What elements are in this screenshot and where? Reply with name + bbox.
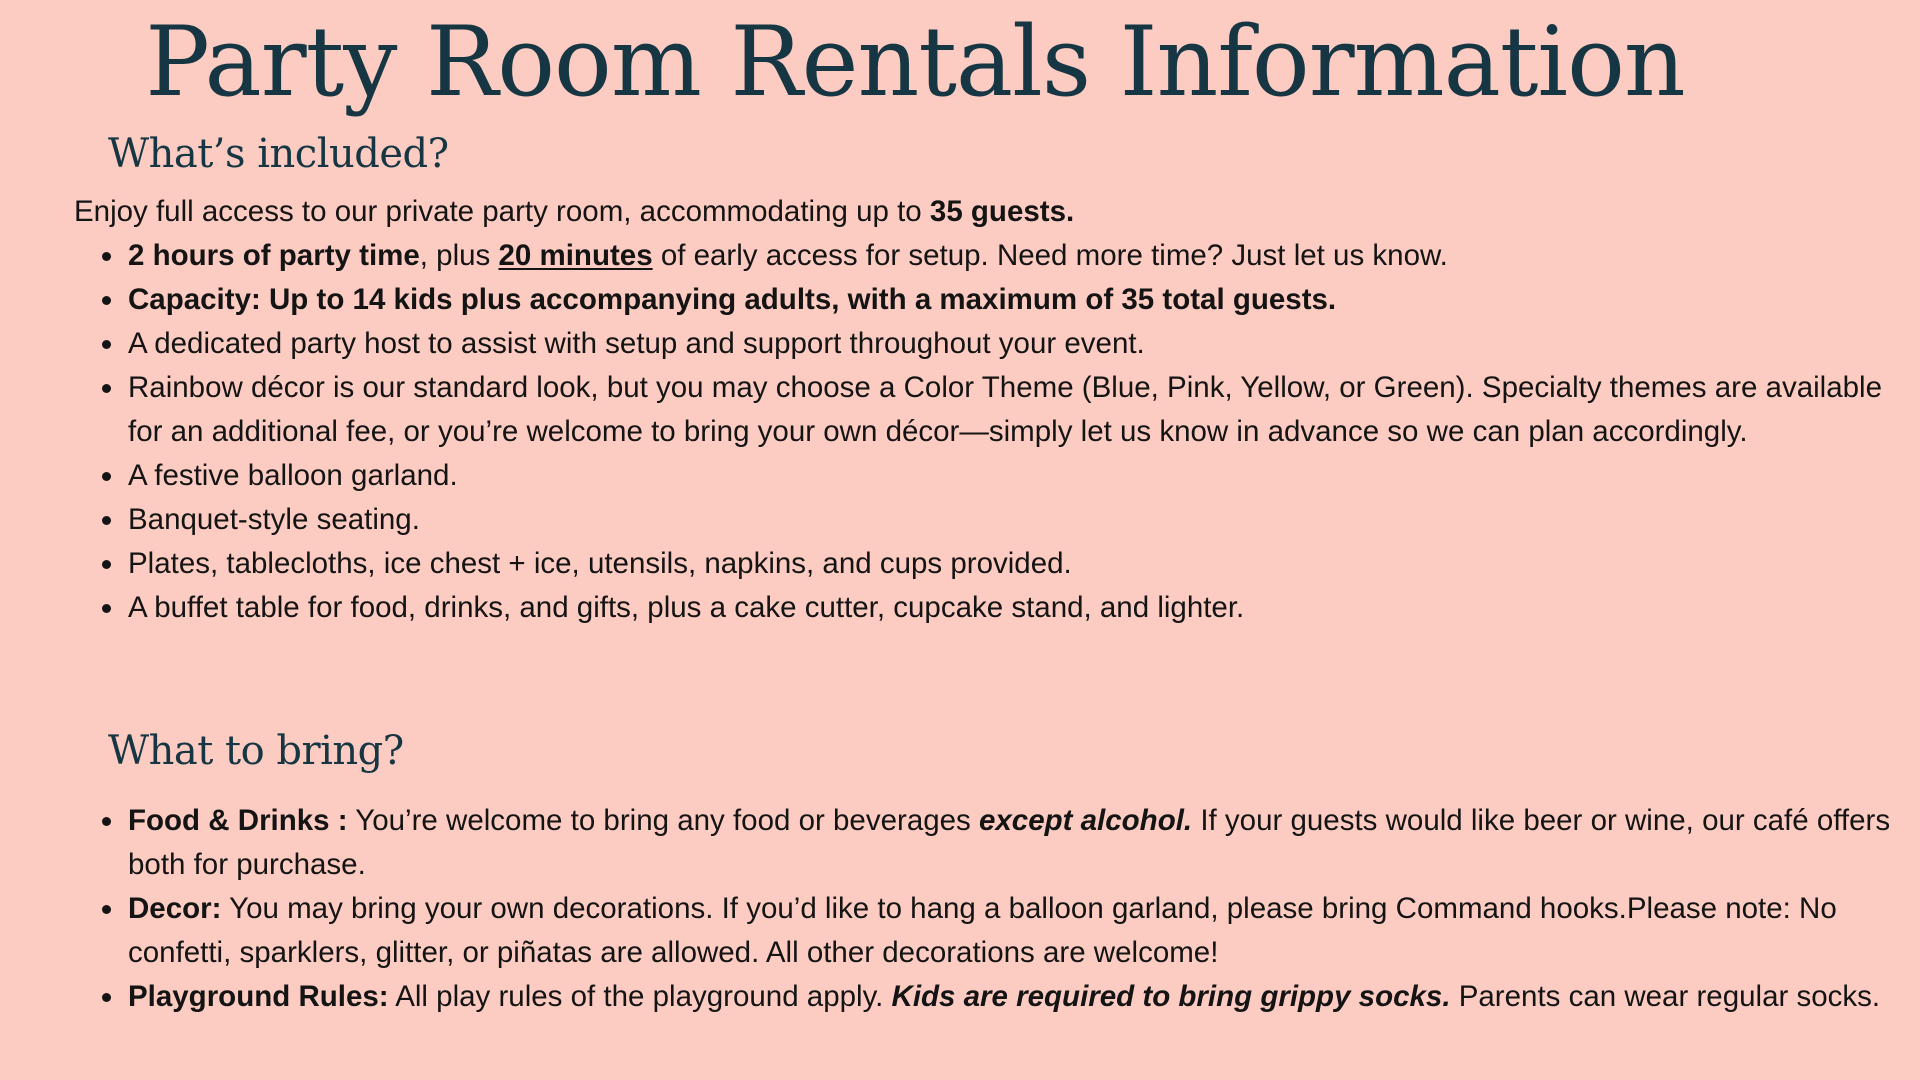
party-host-text: A dedicated party host to assist with setup and support throughout your event. [128, 327, 1145, 360]
bring-item-playground-rules [128, 975, 1905, 1019]
included-item-decor [128, 366, 1905, 454]
included-item-supplies [128, 542, 1905, 586]
supplies-text: Plates, tablecloths, ice chest + ice, utensils, napkins, and cups provided. [128, 547, 1072, 580]
included-intro-guests: 35 guests. [929, 195, 1075, 228]
playground-rules-label: Playground Rules: [128, 980, 389, 1013]
included-intro-text: Enjoy full access to our private party room, accommodating up to [74, 195, 930, 228]
bring-decor-text: You may bring your own decorations. If you’d like to hang a balloon garland, please bring Command hooks.Please note: No confetti, sparklers, glitter, or piñatas are allowed. All other decorations are welcome! [128, 892, 1837, 969]
bring-item-decor [128, 887, 1905, 975]
included-item-balloon-garland [128, 454, 1905, 498]
bring-list [0, 799, 1905, 1019]
food-drinks-emphasis: except alcohol. [978, 804, 1193, 837]
food-drinks-label: Food & Drinks : [128, 804, 348, 837]
included-intro [74, 190, 1074, 234]
included-item-seating [128, 498, 1905, 542]
included-item-party-host [128, 322, 1905, 366]
capacity-text: Capacity: Up to 14 kids plus accompanying adults, with a maximum of 35 total guests. [128, 283, 1337, 316]
included-list [0, 234, 1905, 630]
playground-rules-emphasis: Kids are required to bring grippy socks. [891, 980, 1451, 1013]
section-heading-included: What’s included? [108, 131, 449, 177]
food-drinks-text: You’re welcome to bring any food or beverages [347, 804, 979, 837]
setup-minutes: 20 minutes [498, 239, 653, 272]
party-time-rest: of early access for setup. Need more time? Just let us know. [652, 239, 1448, 272]
bring-decor-label: Decor: [128, 892, 222, 925]
party-time-bold: 2 hours of party time [128, 239, 420, 272]
section-heading-bring: What to bring? [108, 728, 404, 774]
party-time-mid: , plus [419, 239, 499, 272]
included-item-buffet-table [128, 586, 1905, 630]
playground-rules-text: All play rules of the playground apply. [388, 980, 892, 1013]
included-item-party-time [128, 234, 1905, 278]
buffet-table-text: A buffet table for food, drinks, and gifts, plus a cake cutter, cupcake stand, and lighter. [128, 591, 1245, 624]
decor-text: Rainbow décor is our standard look, but you may choose a Color Theme (Blue, Pink, Yellow, or Green). Specialty themes are available for an additional fee, or you’re welcome to bring your own décor—simply let us know in advance so we can plan accordingly. [128, 371, 1882, 448]
bring-item-food-drinks [128, 799, 1905, 887]
included-item-capacity [128, 278, 1905, 322]
food-drinks-rest: If your guests would like beer or wine, our café offers both for purchase. [128, 804, 1891, 881]
page-title: Party Room Rentals Information [145, 6, 1685, 118]
playground-rules-rest: Parents can wear regular socks. [1450, 980, 1881, 1013]
balloon-garland-text: A festive balloon garland. [128, 459, 458, 492]
seating-text: Banquet-style seating. [128, 503, 420, 536]
